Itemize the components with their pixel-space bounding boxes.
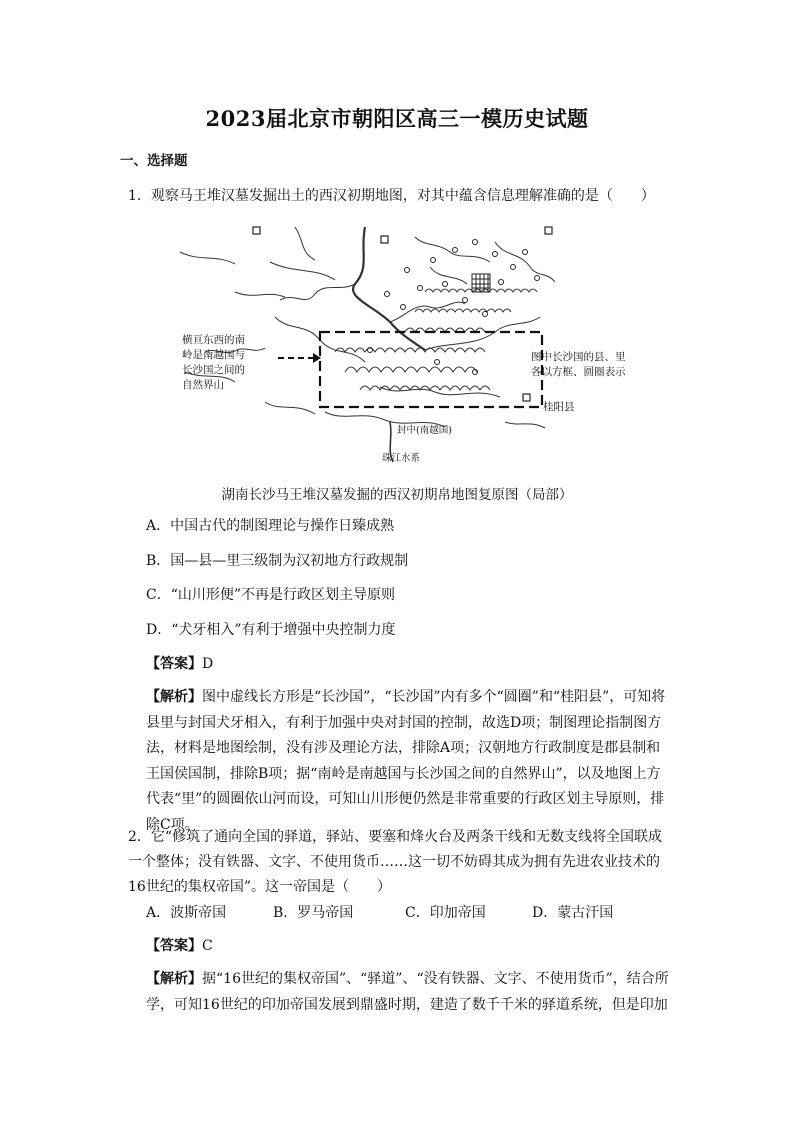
- q1-analysis-text: 图中虚线长方形是“长沙国”，“长沙国”内有多个“圆圈”和“桂阳县”，可知将县里与封国犬牙相入，有利于加强中央对封国的控制，故选D项；制图理论指制图方法，材料是地图绘制，没有涉及理论方法，排除A项；汉朝地方行政制度是郡县制和王国侯国制，排除B项；据“南岭是南越国与长沙国之间的自然界山”，以及地图上方代表“里”的圆圈依山河而设，可知山川形便仍然是非常重要的行政区划主导原则，排除C项。: [146, 689, 666, 833]
- page-title: 2023届北京市朝阳区高三一模历史试题: [205, 106, 589, 131]
- question-1-stem: 1．观察马王堆汉墓发掘出土的西汉初期地图，对其中蕴含信息理解准确的是（ ）: [128, 188, 655, 204]
- figure-caption: 湖南长沙马王堆汉墓发掘的西汉初期帛地图复原图（局部）: [221, 487, 573, 503]
- q2-analysis-text: 据“16世纪的集权帝国”、“驿道”、“没有铁器、文字、不使用货币”，结合所学，可知16世纪的印加帝国发展到鼎盛时期，建造了数千千米的驿道系统，但是印加: [146, 971, 669, 1013]
- q2-option-a: A．波斯帝国: [146, 905, 227, 921]
- q1-option-d: D．“犬牙相入”有利于增强中央控制力度: [146, 622, 396, 638]
- q2-option-d: D．蒙古汗国: [532, 905, 614, 921]
- map-label-left-1: 横亘东西的南: [182, 334, 245, 346]
- q1-answer-label: 【答案】: [146, 656, 202, 672]
- q1-answer: [146, 654, 213, 674]
- q1-option-c: C．“山川形便”不再是行政区划主导原则: [146, 587, 396, 603]
- map-label-fengzhong: 封中(南越国): [397, 425, 452, 436]
- silk-map-figure: [175, 222, 626, 467]
- question-2-stem: 2．它“修筑了通向全国的驿道，驿站、要塞和烽火台及两条干线和无数支线将全国联成一个整体；没有铁器、文字、不使用货币……这一切不妨碍其成为拥有先进农业技术的16世纪的集权帝国”。这一帝国是（ ）: [128, 829, 663, 895]
- map-label-left-4: 自然界山: [182, 379, 224, 391]
- q2-answer-label: 【答案】: [146, 938, 202, 954]
- section-heading: 一、选择题: [120, 153, 188, 169]
- map-label-left-2: 岭是南越国与: [182, 349, 245, 361]
- map-label-right-2: 各以方框、圆圈表示: [531, 366, 626, 378]
- q2-answer-value: C: [202, 938, 213, 954]
- q1-answer-value: D: [202, 656, 214, 672]
- q2-answer: [146, 936, 213, 956]
- map-label-zhujiang: 珠江水系: [382, 453, 421, 464]
- q1-option-a: A．中国古代的制图理论与操作日臻成熟: [146, 518, 395, 534]
- map-label-guiyang: 桂阳县: [543, 401, 575, 413]
- map-label-right-1: 图中长沙国的县、里: [531, 351, 626, 363]
- q2-option-b: B．罗马帝国: [273, 905, 354, 921]
- q2-analysis: [146, 967, 672, 1018]
- q2-options: [146, 902, 613, 922]
- q1-analysis: [146, 685, 672, 838]
- map-label-left-3: 长沙国之间的: [182, 364, 245, 376]
- q2-option-c: C．印加帝国: [405, 905, 486, 921]
- q2-analysis-label: 【解析】: [146, 971, 202, 987]
- q1-option-b: B．国—县—里三级制为汉初地方行政规制: [146, 553, 409, 569]
- q1-analysis-label: 【解析】: [146, 689, 202, 705]
